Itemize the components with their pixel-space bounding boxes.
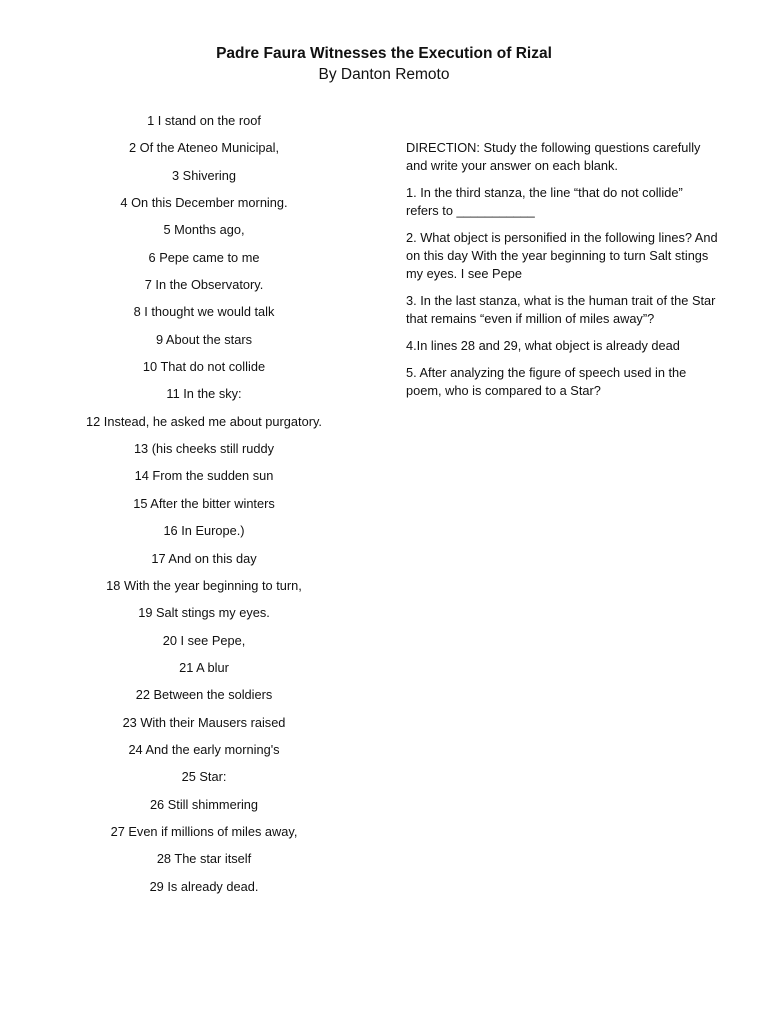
poem-line: 10 That do not collide: [142, 359, 266, 375]
poem-line: 18 With the year beginning to turn,: [106, 577, 302, 593]
poem-line: 23 With their Mausers raised: [122, 714, 286, 730]
poem-line: 13 (his cheeks still ruddy: [133, 441, 275, 457]
poem-line: 15 After the bitter winters: [133, 495, 275, 511]
questions-section: [406, 139, 718, 409]
poem-title: Padre Faura Witnesses the Execution of Rizal: [216, 45, 552, 62]
poem-line: 19 Salt stings my eyes.: [138, 605, 270, 621]
poem-line: 9 About the stars: [155, 331, 253, 347]
poem-line: 4 On this December morning.: [120, 195, 288, 211]
poem-line: 28 The star itself: [156, 851, 252, 867]
poem-line: 5 Months ago,: [163, 222, 245, 238]
poem-line: 20 I see Pepe,: [162, 632, 246, 648]
poem-author: By Danton Remoto: [318, 66, 450, 83]
question-5: 5. After analyzing the figure of speech used in the poem, who is compared to a Star?: [406, 365, 687, 398]
poem-line: 22 Between the soldiers: [135, 687, 273, 703]
question-3: 3. In the last stanza, what is the human trait of the Star that remains “even if million of miles away”?: [406, 293, 716, 326]
poem-lines: [64, 112, 344, 905]
poem-line: 26 Still shimmering: [149, 796, 259, 812]
poem-line: 27 Even if millions of miles away,: [110, 823, 298, 839]
poem-line: 2 Of the Ateneo Municipal,: [128, 140, 280, 156]
poem-line: 1 I stand on the roof: [147, 113, 261, 128]
poem-line: 17 And on this day: [151, 550, 257, 566]
poem-line: 25 Star:: [181, 769, 227, 785]
direction-text: DIRECTION: Study the following questions carefully and write your answer on each blank.: [406, 140, 701, 173]
poem-line: 14 From the sudden sun: [134, 468, 274, 484]
poem-line: 12 Instead, he asked me about purgatory.: [86, 413, 322, 429]
poem-line: 21 A blur: [179, 659, 229, 675]
poem-line: 16 In Europe.): [163, 523, 245, 539]
poem-line: 29 Is already dead.: [149, 878, 259, 894]
poem-line: 6 Pepe came to me: [148, 249, 260, 265]
poem-line: 3 Shivering: [171, 167, 237, 183]
question-4: 4.In lines 28 and 29, what object is already dead: [406, 338, 680, 353]
poem-line: 8 I thought we would talk: [133, 304, 275, 320]
question-2: 2. What object is personified in the following lines? And on this day With the year beginning to turn Salt stings my eyes. I see Pepe: [406, 230, 718, 281]
poem-line: 11 In the sky:: [166, 386, 242, 402]
poem-line: 7 In the Observatory.: [144, 277, 264, 293]
question-1: 1. In the third stanza, the line “that do not collide” refers to ___________: [406, 185, 683, 218]
poem-line: 24 And the early morning's: [128, 741, 280, 757]
